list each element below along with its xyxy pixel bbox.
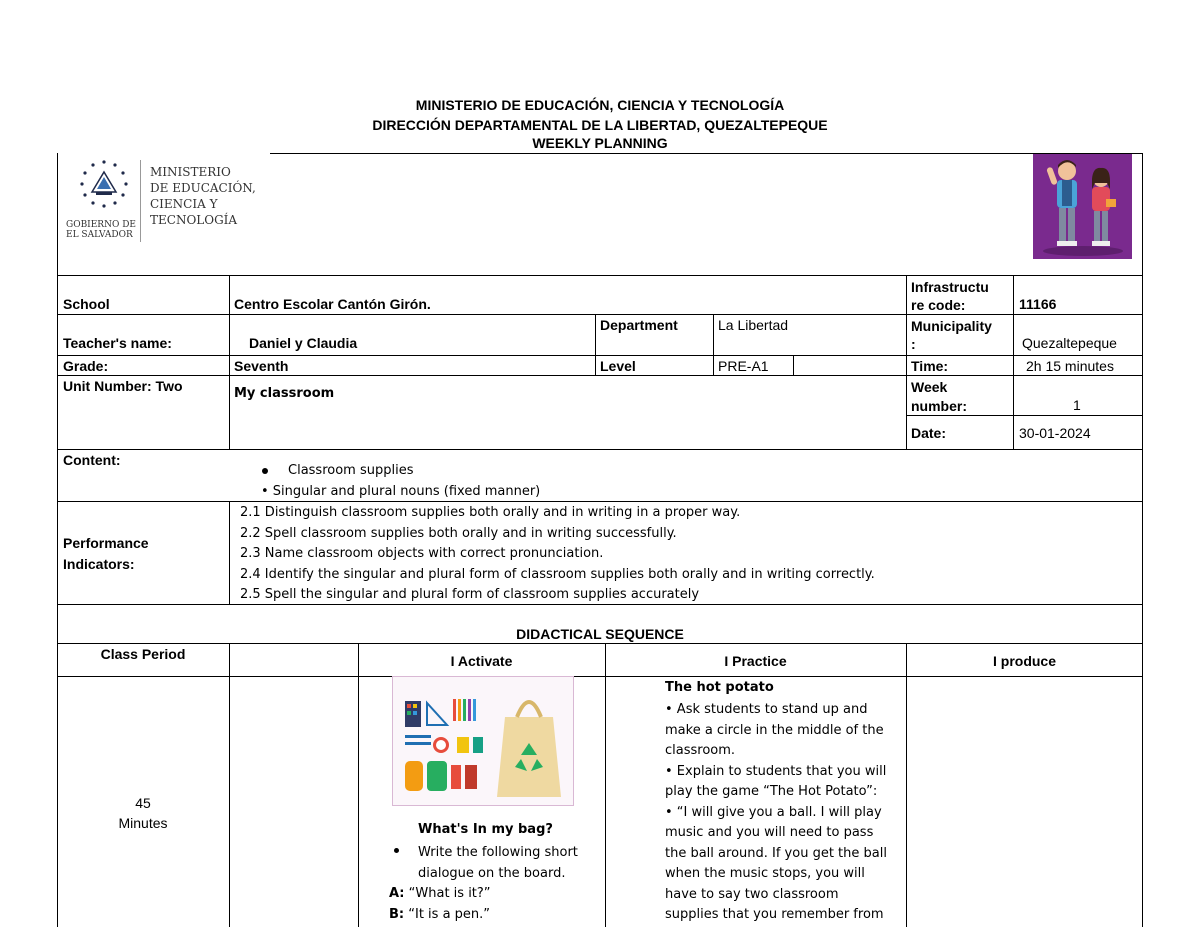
practice-line: music and you will need to pass: [665, 825, 874, 840]
practice-list: [665, 700, 887, 926]
col-produce: I produce: [992, 653, 1056, 669]
performance-label: Performance Indicators:: [63, 535, 149, 572]
time-label: Time:: [911, 358, 949, 374]
time-value: 2h 15 minutes: [1026, 358, 1114, 374]
performance-item: 2.4 Identify the singular and plural form of classroom supplies both orally and in writing correctly.: [240, 566, 875, 582]
content-label: Content:: [63, 452, 121, 468]
school-supplies-icon: [393, 677, 573, 805]
level-label: Level: [600, 358, 636, 374]
practice-line: classroom.: [665, 743, 736, 758]
header-weekly-planning: WEEKLY PLANNING: [532, 135, 668, 151]
logo-gov-line2: EL SALVADOR: [66, 230, 133, 240]
school-value: Centro Escolar Cantón Girón.: [234, 296, 431, 312]
municipality-label: Municipality :: [911, 318, 992, 352]
content-item-2: • Singular and plural nouns (fixed manner): [261, 484, 541, 499]
teacher-label: Teacher's name:: [63, 335, 172, 351]
practice-line: make a circle in the middle of the: [665, 722, 884, 738]
practice-line: have to say two classroom: [665, 886, 839, 902]
bullet-icon: [394, 848, 399, 853]
performance-item: 2.5 Spell the singular and plural form of classroom supplies accurately: [240, 587, 700, 602]
grade-label: Grade:: [63, 358, 109, 374]
content-item-1: Classroom supplies: [288, 463, 414, 478]
grade-value: Seventh: [234, 358, 289, 374]
bullet-icon: [262, 468, 268, 474]
practice-line: • Explain to students that you will: [665, 763, 887, 779]
week-label: Week number:: [911, 379, 967, 414]
activate-bullet: Write the following short dialogue on the board.: [418, 845, 578, 881]
logo-text-line2: DE EDUCACIÓN,: [150, 181, 256, 195]
practice-line: • Ask students to stand up and: [665, 702, 868, 717]
class-period-duration: 45 Minutes: [118, 795, 168, 831]
activate-title: What's In my bag?: [418, 822, 553, 837]
performance-list: [240, 503, 875, 606]
header-direction: DIRECCIÓN DEPARTAMENTAL DE LA LIBERTAD, QUEZALTEPEQUE: [372, 117, 828, 133]
unit-label: Unit Number: Two: [63, 378, 183, 394]
school-label: School: [63, 296, 110, 312]
practice-title: The hot potato: [665, 680, 774, 695]
practice-line: supplies that you remember from: [665, 907, 884, 922]
ministry-logo: [66, 158, 271, 248]
col-activate: I Activate: [450, 653, 513, 669]
date-label: Date:: [911, 425, 947, 441]
week-value: 1: [1073, 397, 1081, 413]
performance-item: 2.1 Distinguish classroom supplies both orally and in writing in a proper way.: [240, 505, 741, 520]
practice-line: the ball around. If you get the ball: [665, 845, 887, 861]
logo-text-line3: CIENCIA Y: [150, 197, 218, 211]
col-class-period: Class Period: [100, 646, 186, 662]
performance-item: 2.2 Spell classroom supplies both orally and in writing successfully.: [240, 525, 677, 541]
infra-code-label: Infrastructu re code:: [911, 279, 989, 313]
unit-value: My classroom: [234, 386, 335, 401]
col-practice: I Practice: [724, 653, 787, 669]
performance-item: 2.3 Name classroom objects with correct pronunciation.: [240, 546, 604, 561]
practice-line: play the game “The Hot Potato”:: [665, 784, 878, 799]
students-illustration: [1033, 153, 1132, 259]
logo-text-line4: TECNOLOGÍA: [150, 213, 238, 227]
logo-text-line1: MINISTERIO: [150, 165, 231, 179]
infra-code-value: 11166: [1019, 296, 1057, 312]
students-icon: [1033, 153, 1132, 259]
activate-dialogue: A: “What is it?” B: “It is a pen.”: [389, 886, 491, 922]
date-value: 30-01-2024: [1019, 425, 1091, 441]
municipality-value: Quezaltepeque: [1022, 335, 1117, 351]
department-label: Department: [600, 317, 678, 333]
coat-of-arms-icon: [66, 158, 142, 220]
sequence-title: DIDACTICAL SEQUENCE: [516, 626, 684, 642]
classroom-supplies-image: [392, 676, 574, 806]
logo-gov-line1: GOBIERNO DE: [66, 220, 136, 230]
department-value: La Libertad: [718, 317, 789, 333]
header-ministry: MINISTERIO DE EDUCACIÓN, CIENCIA Y TECNOLOGÍA: [415, 97, 785, 113]
teacher-value: Daniel y Claudia: [249, 335, 358, 351]
practice-line: when the music stops, you will: [665, 866, 865, 881]
practice-line: • “I will give you a ball. I will play: [665, 804, 882, 820]
level-value: PRE-A1: [718, 358, 769, 374]
